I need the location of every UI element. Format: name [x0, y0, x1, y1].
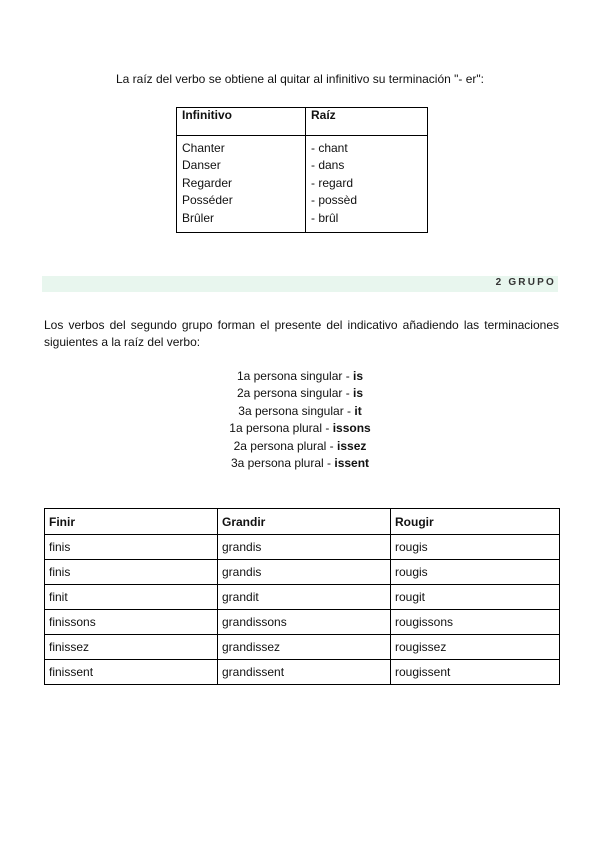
table-cell: grandis — [218, 560, 391, 585]
header-infinitivo: Infinitivo — [177, 108, 306, 136]
table-cell: finit — [45, 585, 218, 610]
section-header-bar — [42, 276, 558, 292]
ending-suffix: issons — [332, 421, 371, 436]
table-cell: grandit — [218, 585, 391, 610]
ending-label: 1a persona plural - — [229, 421, 333, 436]
ending-suffix: issez — [337, 438, 367, 453]
table-cell: finissent — [45, 660, 218, 685]
ending-label: 1a persona singular - — [236, 369, 354, 383]
table-row — [45, 610, 560, 635]
table-cell: finissez — [45, 635, 218, 660]
ending-suffix: is — [353, 369, 364, 383]
table-cell: rougit — [391, 585, 560, 610]
ending-line — [0, 455, 600, 472]
table-cell: finis — [45, 535, 218, 560]
ending-label: 2a persona plural - — [233, 438, 338, 453]
table-cell: grandissent — [218, 660, 391, 685]
table-cell: rougis — [391, 535, 560, 560]
header-rougir: Rougir — [391, 509, 560, 535]
table-cell: grandis — [218, 535, 391, 560]
root-item: - possèd — [311, 193, 358, 208]
infinitive-item: Posséder — [182, 193, 233, 208]
roots-cell — [306, 136, 428, 233]
table-row — [45, 585, 560, 610]
header-raiz: Raíz — [306, 108, 428, 136]
ending-line — [0, 438, 600, 455]
header-grandir: Grandir — [218, 509, 391, 535]
ending-suffix: issent — [334, 456, 370, 471]
conjugation-table — [44, 508, 560, 685]
section-paragraph: Los verbos del segundo grupo forman el presente del indicativo añadiendo las terminaciones siguientes a la raíz del verbo: — [44, 318, 559, 349]
infinitive-item: Chanter — [182, 141, 225, 155]
root-item: - brûl — [311, 210, 339, 225]
root-item: - regard — [311, 175, 354, 190]
table-cell: finissons — [45, 610, 218, 635]
infinitive-item: Brûler — [182, 210, 215, 225]
roots-table-header — [177, 108, 428, 136]
ending-label: 2a persona singular - — [236, 386, 354, 401]
section-title: 2 GRUPO — [495, 277, 556, 288]
root-item: - dans — [311, 158, 345, 173]
ending-line — [0, 420, 600, 437]
infinitives-cell — [177, 136, 306, 233]
table-cell: grandissez — [218, 635, 391, 660]
table-row — [45, 635, 560, 660]
endings-list — [0, 368, 600, 472]
root-item: - chant — [311, 141, 348, 155]
conjugation-table-header — [45, 509, 560, 535]
header-finir: Finir — [45, 509, 218, 535]
intro-text: La raíz del verbo se obtiene al quitar al infinitivo su terminación "- er": — [115, 72, 485, 86]
table-cell: rougissent — [391, 660, 560, 685]
table-cell: rougissez — [391, 635, 560, 660]
ending-label: 3a persona plural - — [230, 456, 335, 471]
ending-label: 3a persona singular - — [238, 403, 355, 418]
table-row — [45, 560, 560, 585]
table-row — [45, 535, 560, 560]
infinitive-item: Regarder — [182, 175, 233, 190]
ending-suffix: is — [353, 386, 364, 401]
ending-line — [0, 368, 600, 385]
ending-line — [0, 385, 600, 402]
roots-table — [176, 107, 428, 233]
table-cell: rougissons — [391, 610, 560, 635]
ending-line — [0, 403, 600, 420]
table-cell: finis — [45, 560, 218, 585]
table-cell: grandissons — [218, 610, 391, 635]
table-cell: rougis — [391, 560, 560, 585]
table-row — [45, 660, 560, 685]
infinitive-item: Danser — [182, 158, 221, 173]
ending-suffix: it — [354, 403, 362, 418]
roots-table-body — [177, 136, 428, 233]
